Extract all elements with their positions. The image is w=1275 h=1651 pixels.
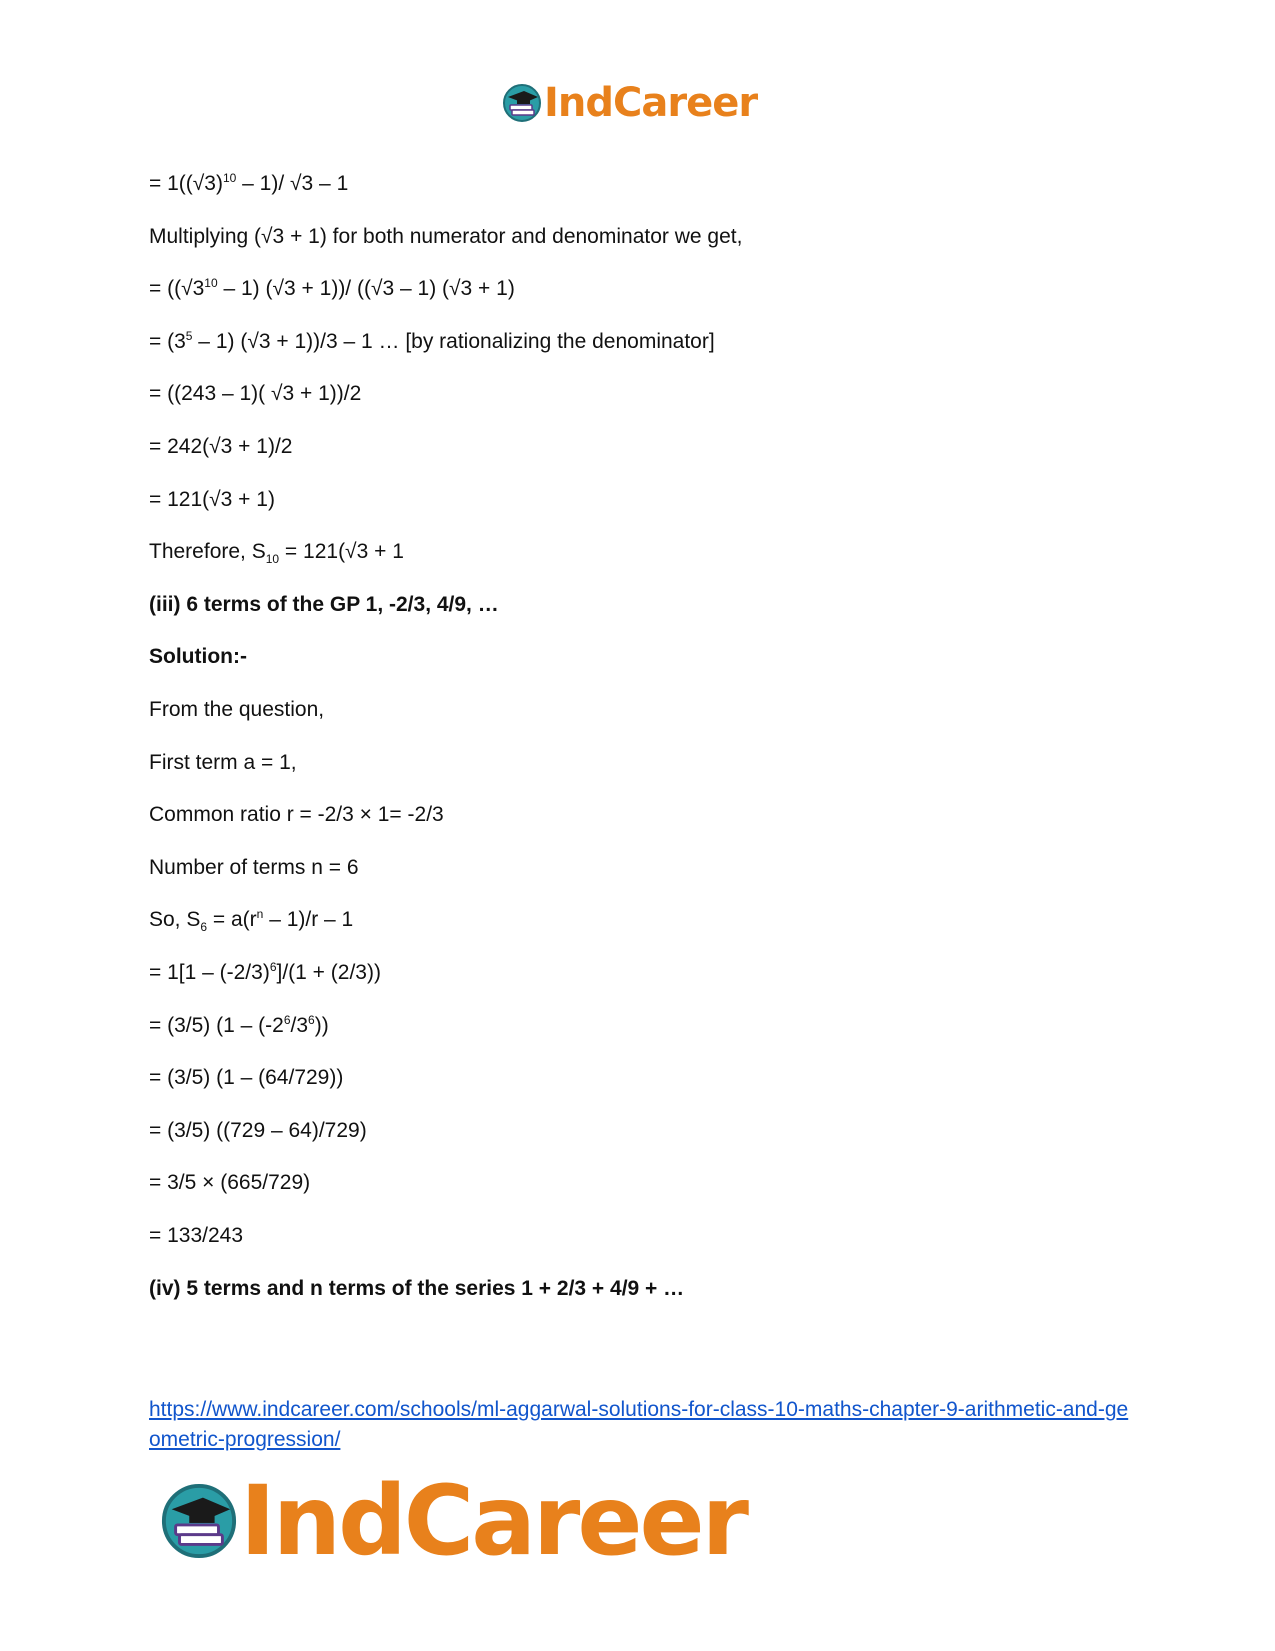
text-line	[149, 1224, 243, 1248]
header-logo	[502, 80, 757, 126]
text-line	[149, 645, 247, 669]
text-run: = 242(√3 + 1)/2	[149, 435, 293, 458]
text-run: – 1)/r – 1	[263, 908, 354, 931]
logo-wordmark: IndCareer	[240, 1465, 746, 1577]
text-run: 6	[283, 1013, 291, 1027]
text-run: Number of terms n = 6	[149, 856, 359, 879]
text-run: = ((243 – 1)( √3 + 1))/2	[149, 382, 362, 405]
logo-wordmark: IndCareer	[544, 80, 758, 126]
text-line	[149, 277, 515, 301]
text-run: 10	[204, 276, 218, 290]
text-run: = (3/5) (1 – (64/729))	[149, 1066, 344, 1089]
text-run: = (3	[149, 330, 186, 353]
text-run: 10	[222, 171, 237, 185]
text-run: 10	[265, 552, 280, 566]
footer-logo	[160, 1465, 746, 1577]
text-run: = (3/5) (1 – (-2	[149, 1014, 284, 1037]
text-line	[149, 1066, 343, 1090]
text-run: Therefore, S	[149, 540, 266, 563]
source-link[interactable]: https://www.indcareer.com/schools/ml-aggarwal-solutions-for-class-10-maths-chapter-9-arithmetic-and-geometric-progression/	[149, 1398, 1129, 1451]
text-line	[149, 698, 324, 722]
text-line	[149, 540, 404, 564]
text-run: = ((√3	[149, 277, 205, 300]
text-line	[149, 961, 381, 985]
graduation-cap-books-icon	[160, 1482, 238, 1560]
text-line	[149, 1277, 684, 1301]
text-run: 6	[308, 1013, 315, 1027]
text-line	[149, 488, 275, 512]
text-run: 6	[269, 960, 277, 974]
text-run: = 1[1 – (-2/3)	[149, 961, 270, 984]
text-line	[149, 803, 444, 827]
text-run: Common ratio r = -2/3 × 1= -2/3	[149, 803, 444, 826]
text-line	[149, 382, 361, 406]
text-run: = 3/5 × (665/729)	[149, 1171, 311, 1194]
text-run: 5	[185, 329, 193, 343]
text-run: = a(r	[207, 908, 257, 931]
text-line	[149, 751, 297, 775]
text-run: = 121(√3 + 1)	[149, 488, 275, 511]
text-run: Solution:-	[149, 645, 247, 668]
text-run: = (3/5) ((729 – 64)/729)	[149, 1119, 367, 1142]
text-run: – 1)/ √3 – 1	[236, 172, 349, 195]
text-line	[149, 225, 742, 249]
text-line	[149, 908, 353, 932]
text-line	[149, 856, 359, 880]
text-run: n	[256, 907, 264, 921]
text-run: = 133/243	[149, 1224, 244, 1247]
text-run: So, S	[149, 908, 201, 931]
text-run: /3	[290, 1014, 309, 1037]
text-run: ]/(1 + (2/3))	[276, 961, 381, 984]
text-line	[149, 172, 348, 196]
text-run: Multiplying (√3 + 1) for both numerator and denominator we get,	[149, 225, 743, 248]
text-run: (iv) 5 terms and n terms of the series 1 + 2/3 + 4/9 + …	[149, 1277, 685, 1300]
text-line	[149, 330, 715, 354]
text-run: = 1((√3)	[149, 172, 223, 195]
text-run: – 1) (√3 + 1))/3 – 1 … [by rationalizing the denominator]	[192, 330, 715, 353]
text-run: From the question,	[149, 698, 325, 721]
text-run: = 121(√3 + 1	[279, 540, 404, 563]
text-line	[149, 593, 499, 617]
text-run: (iii) 6 terms of the GP 1, -2/3, 4/9, …	[149, 593, 499, 616]
graduation-cap-books-icon	[502, 83, 542, 123]
text-line	[149, 1171, 310, 1195]
text-line	[149, 1014, 329, 1038]
text-run: First term a = 1,	[149, 751, 297, 774]
text-run: ))	[314, 1014, 329, 1037]
text-run: – 1) (√3 + 1))/ ((√3 – 1) (√3 + 1)	[217, 277, 515, 300]
text-run: 6	[200, 920, 208, 934]
text-line	[149, 1119, 367, 1143]
text-line	[149, 435, 292, 459]
